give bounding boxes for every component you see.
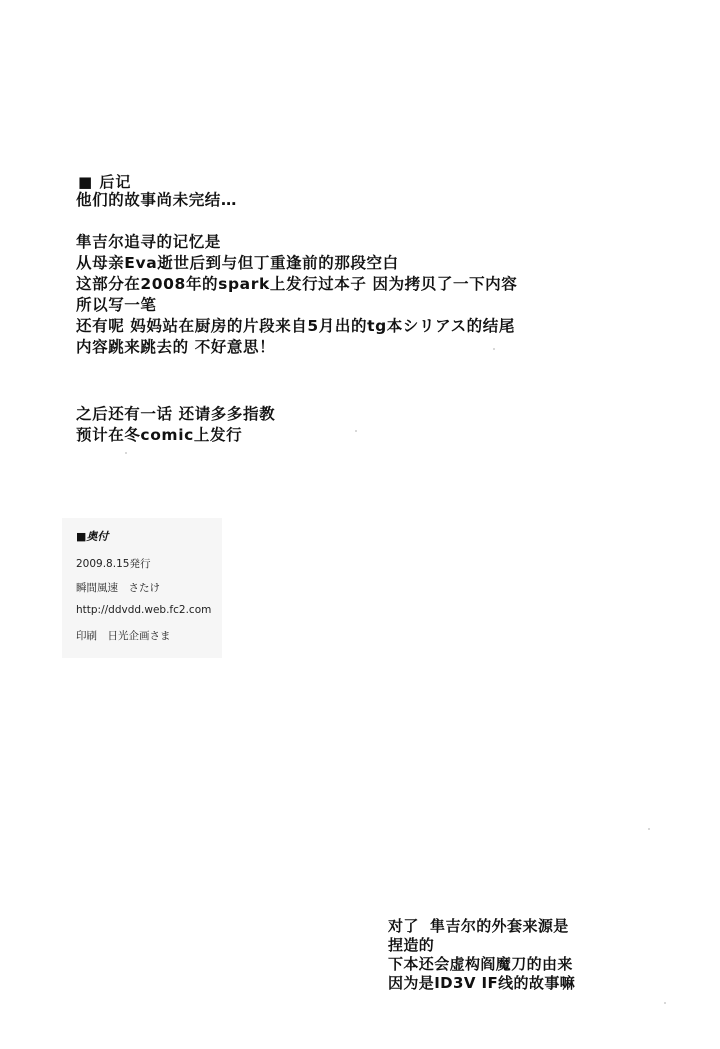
next-issue-line: 之后还有一话 还请多多指教 bbox=[76, 405, 276, 423]
paper-speck bbox=[648, 828, 650, 830]
website-url: http://ddvdd.web.fc2.com bbox=[76, 604, 212, 616]
afterword-body bbox=[76, 193, 636, 361]
bottom-note-line: 下本还会虚构阎魔刀的由来 bbox=[388, 955, 573, 973]
afterword-heading: ■ 后记 bbox=[78, 173, 132, 191]
afterword-line: 隼吉尔追寻的记忆是 bbox=[76, 233, 221, 251]
afterword-line: 这部分在2008年的spark上发行过本子 因为拷贝了一下内容 bbox=[76, 275, 518, 293]
paper-speck bbox=[664, 1002, 666, 1004]
afterword-line: 还有呢 妈妈站在厨房的片段来自5月出的tg本シリアス的结尾 bbox=[76, 317, 515, 335]
bottom-note-line: 捏造的 bbox=[388, 936, 435, 954]
next-issue-line: 预计在冬comic上发行 bbox=[76, 426, 243, 444]
afterword-line: 内容跳来跳去的 不好意思！ bbox=[76, 338, 276, 356]
afterword-line: 他们的故事尚未完结… bbox=[76, 191, 238, 209]
colophon-heading: ■奥付 bbox=[76, 530, 109, 543]
afterword-line-blank bbox=[76, 214, 636, 235]
paper-speck bbox=[493, 348, 495, 350]
bottom-note-line: 对了 隼吉尔的外套来源是 bbox=[388, 917, 569, 935]
paper-speck bbox=[125, 452, 127, 454]
next-issue-note bbox=[76, 407, 275, 449]
bottom-note-line: 因为是ID3V IF线的故事嘛 bbox=[388, 974, 576, 992]
circle-author: 瞬間風速 さたけ bbox=[76, 582, 160, 594]
afterword-line: 所以写一笔 bbox=[76, 296, 157, 314]
afterword-line: 从母亲Eva逝世后到与但丁重逢前的那段空白 bbox=[76, 254, 399, 272]
publication-date: 2009.8.15発行 bbox=[76, 558, 151, 570]
colophon-box bbox=[62, 518, 222, 658]
paper-speck bbox=[355, 430, 357, 432]
printer-credit: 印刷 日光企画さま bbox=[76, 630, 171, 642]
bottom-note bbox=[388, 919, 575, 995]
